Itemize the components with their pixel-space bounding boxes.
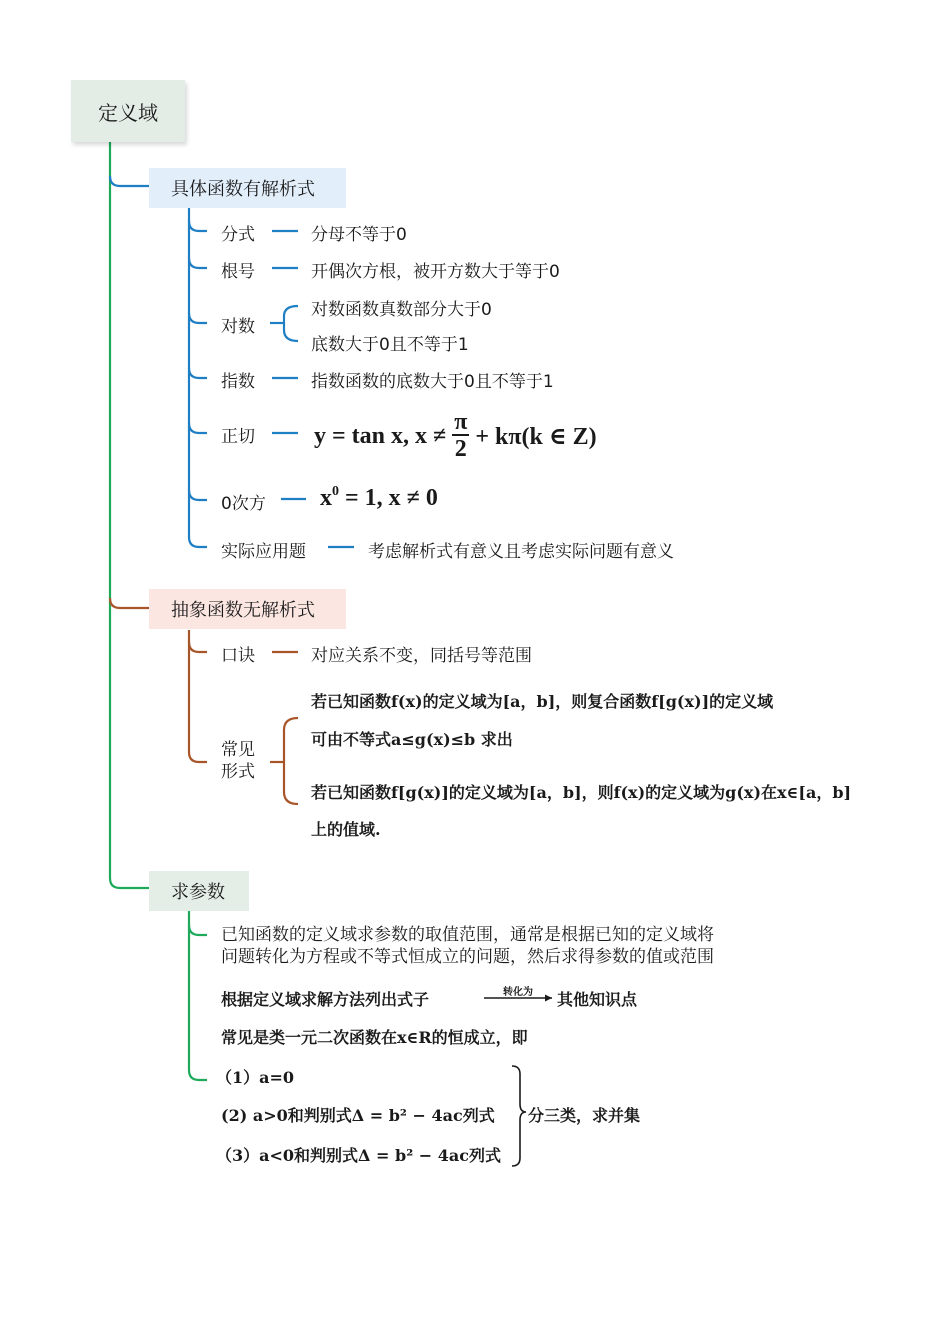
section-find-parameters[interactable] <box>149 871 249 911</box>
item-desc-mnemonic: 对应关系不变，同括号等范围 <box>311 646 532 666</box>
branch-s1 <box>110 176 149 186</box>
item-label-zero-power[interactable]: 0次方 <box>221 494 266 514</box>
item-desc-log-b: 底数大于0且不等于1 <box>311 335 469 355</box>
item-desc-log-a: 对数函数真数部分大于0 <box>311 300 492 320</box>
rule-right: 其他知识点 <box>557 990 638 1009</box>
item-desc-applied: 考虑解析式有意义且考虑实际问题有意义 <box>368 542 674 562</box>
item-desc-exp: 指数函数的底数大于0且不等于1 <box>311 372 554 392</box>
cases-summary: 分三类，求并集 <box>528 1106 641 1125</box>
section-title: 抽象函数无解析式 <box>171 600 315 621</box>
item-label-root[interactable]: 根号 <box>221 262 255 282</box>
zero-power-formula: $x^0 = 1$, x ≠ 0 <box>320 484 438 511</box>
fraction: π 2 <box>454 409 468 462</box>
common-case: 常见是类一元二次函数在x∈R的恒成立，即 <box>221 1028 528 1047</box>
root-label: 定义域 <box>98 100 158 125</box>
param-paragraph: 已知函数的定义域求参数的取值范围，通常是根据已知的定义域将 问题转化为方程或不等式恒成立的问题，然后求得参数的值或范围 <box>221 925 714 967</box>
cases-brace <box>512 1066 526 1166</box>
item-label-fraction[interactable]: 分式 <box>221 225 255 245</box>
case-1: （1）a=0 <box>216 1068 295 1087</box>
section-abstract-functions[interactable] <box>149 589 346 629</box>
item-desc-root: 开偶次方根，被开方数大于等于0 <box>311 262 560 282</box>
item-label-log[interactable]: 对数 <box>221 317 255 337</box>
item-desc-fraction: 分母不等于0 <box>311 225 407 245</box>
section-title: 具体函数有解析式 <box>171 179 315 200</box>
item-label-applied[interactable]: 实际应用题 <box>221 542 306 562</box>
root-node[interactable] <box>71 80 185 142</box>
item-label-mnemonic[interactable]: 口诀 <box>221 646 255 666</box>
trunk-line <box>110 142 149 888</box>
item-label-common-forms[interactable]: 常见 形式 <box>221 740 255 782</box>
form-line-1: 若已知函数f(x)的定义域为[a，b]，则复合函数f[g(x)]的定义域 <box>311 692 774 711</box>
rule-arrow-label: 转化为 <box>503 987 533 998</box>
case-2: (2) a>0和判别式Δ = b² − 4ac列式 <box>221 1106 495 1125</box>
form-line-2: 可由不等式a≤g(x)≤b 求出 <box>311 730 513 749</box>
rule-left: 根据定义域求解方法列出式子 <box>221 990 430 1009</box>
item-label-tan[interactable]: 正切 <box>221 427 255 447</box>
form-line-3: 若已知函数f[g(x)]的定义域为[a，b]，则f(x)的定义域为g(x)在x∈[a，b] <box>311 783 852 802</box>
s3-vertical <box>189 911 207 1080</box>
section-title: 求参数 <box>171 882 225 903</box>
tan-formula: y = tan x, x ≠ π 2 + kπ(k ∈ Z) <box>314 409 597 462</box>
form-line-4: 上的值域. <box>311 820 381 839</box>
section-explicit-functions[interactable] <box>149 168 346 208</box>
branch-s2 <box>110 598 149 608</box>
item-label-exp[interactable]: 指数 <box>221 372 255 392</box>
case-3: （3）a<0和判别式Δ = b² − 4ac列式 <box>216 1146 501 1165</box>
